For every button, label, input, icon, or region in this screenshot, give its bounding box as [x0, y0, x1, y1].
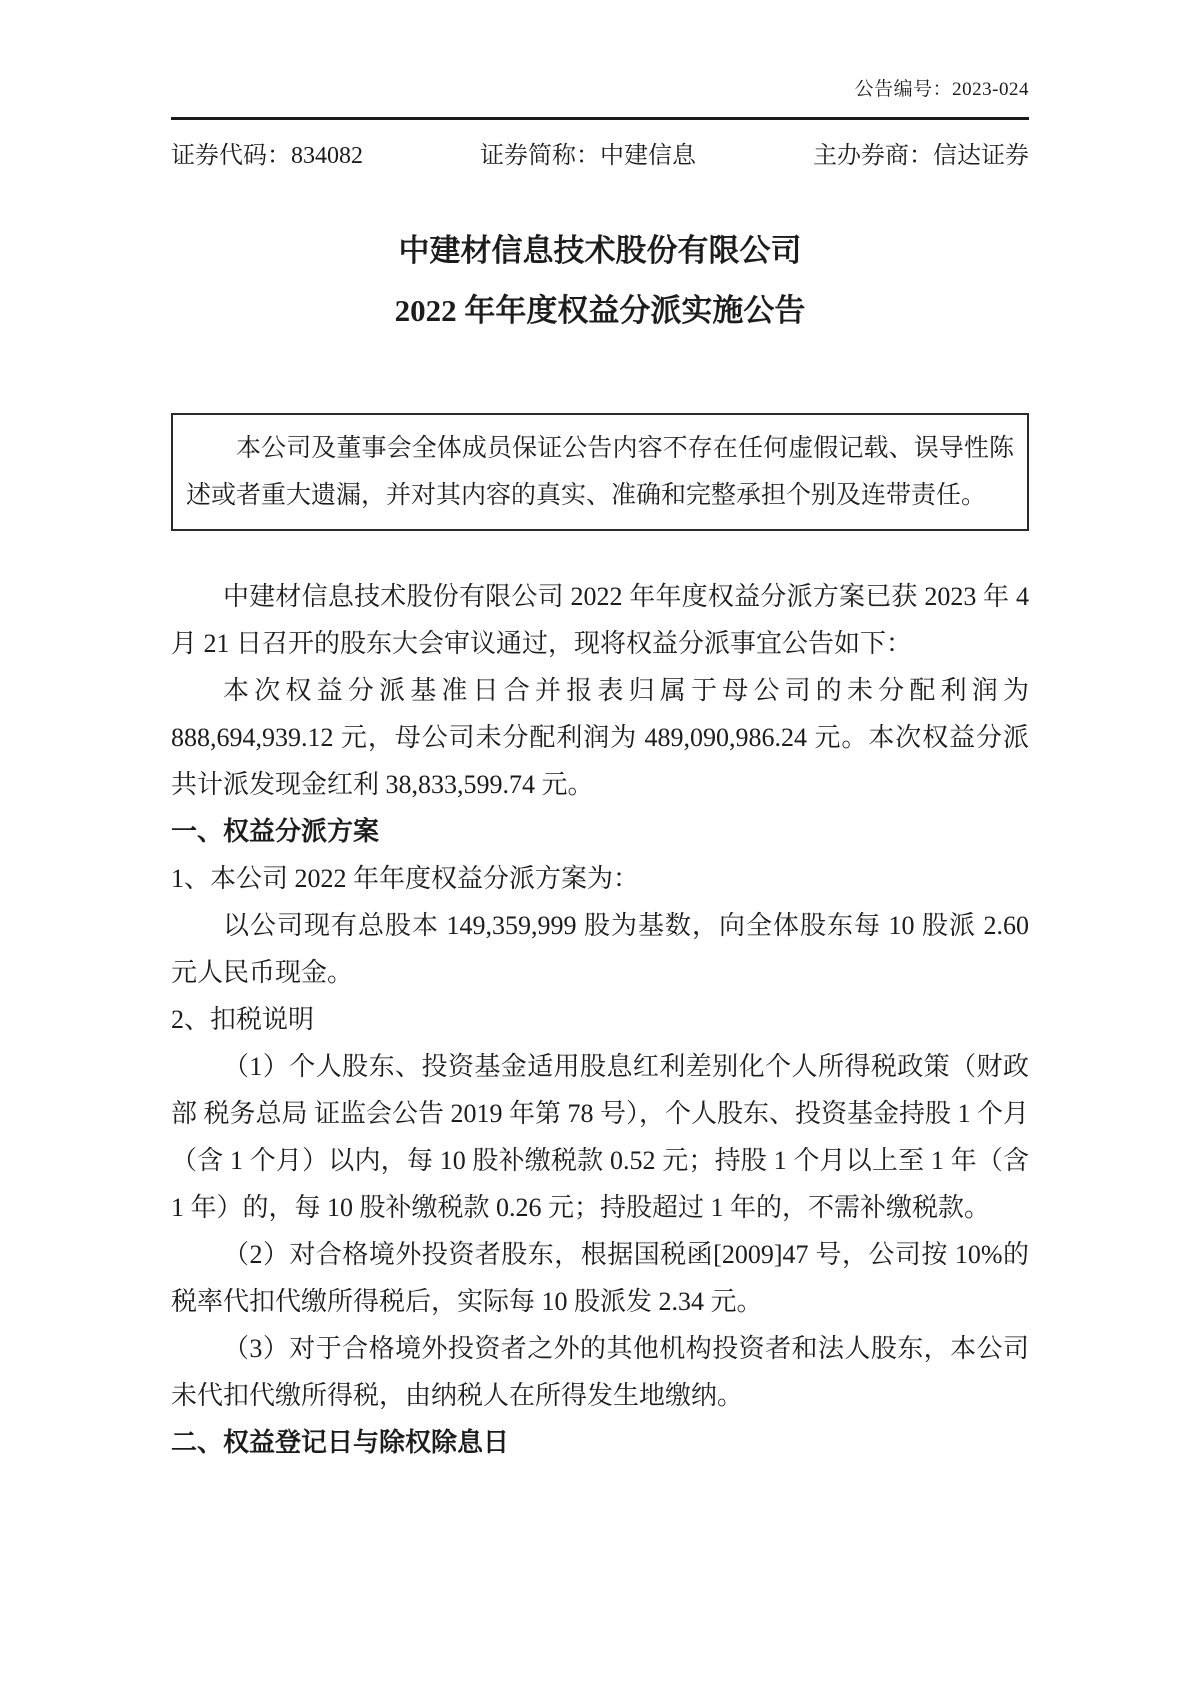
section1-item1-label: 1、本公司 2022 年年度权益分派方案为：	[171, 864, 640, 893]
sponsor-broker: 主办券商：信达证券	[813, 143, 1029, 169]
section1-item2-label: 2、扣税说明	[171, 1005, 315, 1034]
disclaimer-text: 本公司及董事会全体成员保证公告内容不存在任何虚假记载、误导性陈述或者重大遗漏，并对其内容的真实、准确和完整承担个别及连带责任。	[186, 435, 1014, 509]
disclaimer-box	[171, 413, 1029, 531]
section1-item1-text: 以公司现有总股本 149,359,999 股为基数，向全体股东每 10 股派 2.60 元人民币现金。	[171, 911, 1029, 987]
header-rule	[171, 117, 1029, 120]
security-header-row	[171, 140, 1029, 172]
announcement-title: 2022 年年度权益分派实施公告	[394, 293, 806, 328]
document-content	[171, 0, 1029, 1466]
intro-paragraph-2: 本次权益分派基准日合并报表归属于母公司的未分配利润为 888,694,939.12 元，母公司未分配利润为 489,090,986.24 元。本次权益分派共计派发现金红利 38,833,599.74 元。	[171, 676, 1029, 799]
stock-short-name: 证券简称：中建信息	[480, 143, 696, 169]
section1-heading: 一、权益分派方案	[171, 816, 380, 846]
document-body	[171, 573, 1029, 1466]
announcement-number: 公告编号：2023-024	[854, 79, 1029, 100]
section2-heading: 二、权益登记日与除权除息日	[171, 1427, 510, 1457]
tax-point-1: （1）个人股东、投资基金适用股息红利差别化个人所得税政策（财政部 税务总局 证监会公告 2019 年第 78 号），个人股东、投资基金持股 1 个月（含 1 个月）以内，每 10 股补缴税款 0.52 元；持股 1 个月以上至 1 年（含 1 年）的，每 10 股补缴税款 0.26 元；持股超过 1 年的，不需补缴税款。	[171, 1052, 1030, 1222]
stock-code: 证券代码：834082	[171, 143, 363, 169]
tax-point-3: （3）对于合格境外投资者之外的其他机构投资者和法人股东，本公司未代扣代缴所得税，由纳税人在所得发生地缴纳。	[171, 1334, 1029, 1410]
intro-paragraph-1: 中建材信息技术股份有限公司 2022 年年度权益分派方案已获 2023 年 4 月 21 日召开的股东大会审议通过，现将权益分派事宜公告如下：	[171, 582, 1029, 658]
company-name-title: 中建材信息技术股份有限公司	[398, 233, 802, 268]
tax-point-2: （2）对合格境外投资者股东，根据国税函[2009]47 号，公司按 10%的税率代扣代缴所得税后，实际每 10 股派发 2.34 元。	[171, 1240, 1029, 1316]
